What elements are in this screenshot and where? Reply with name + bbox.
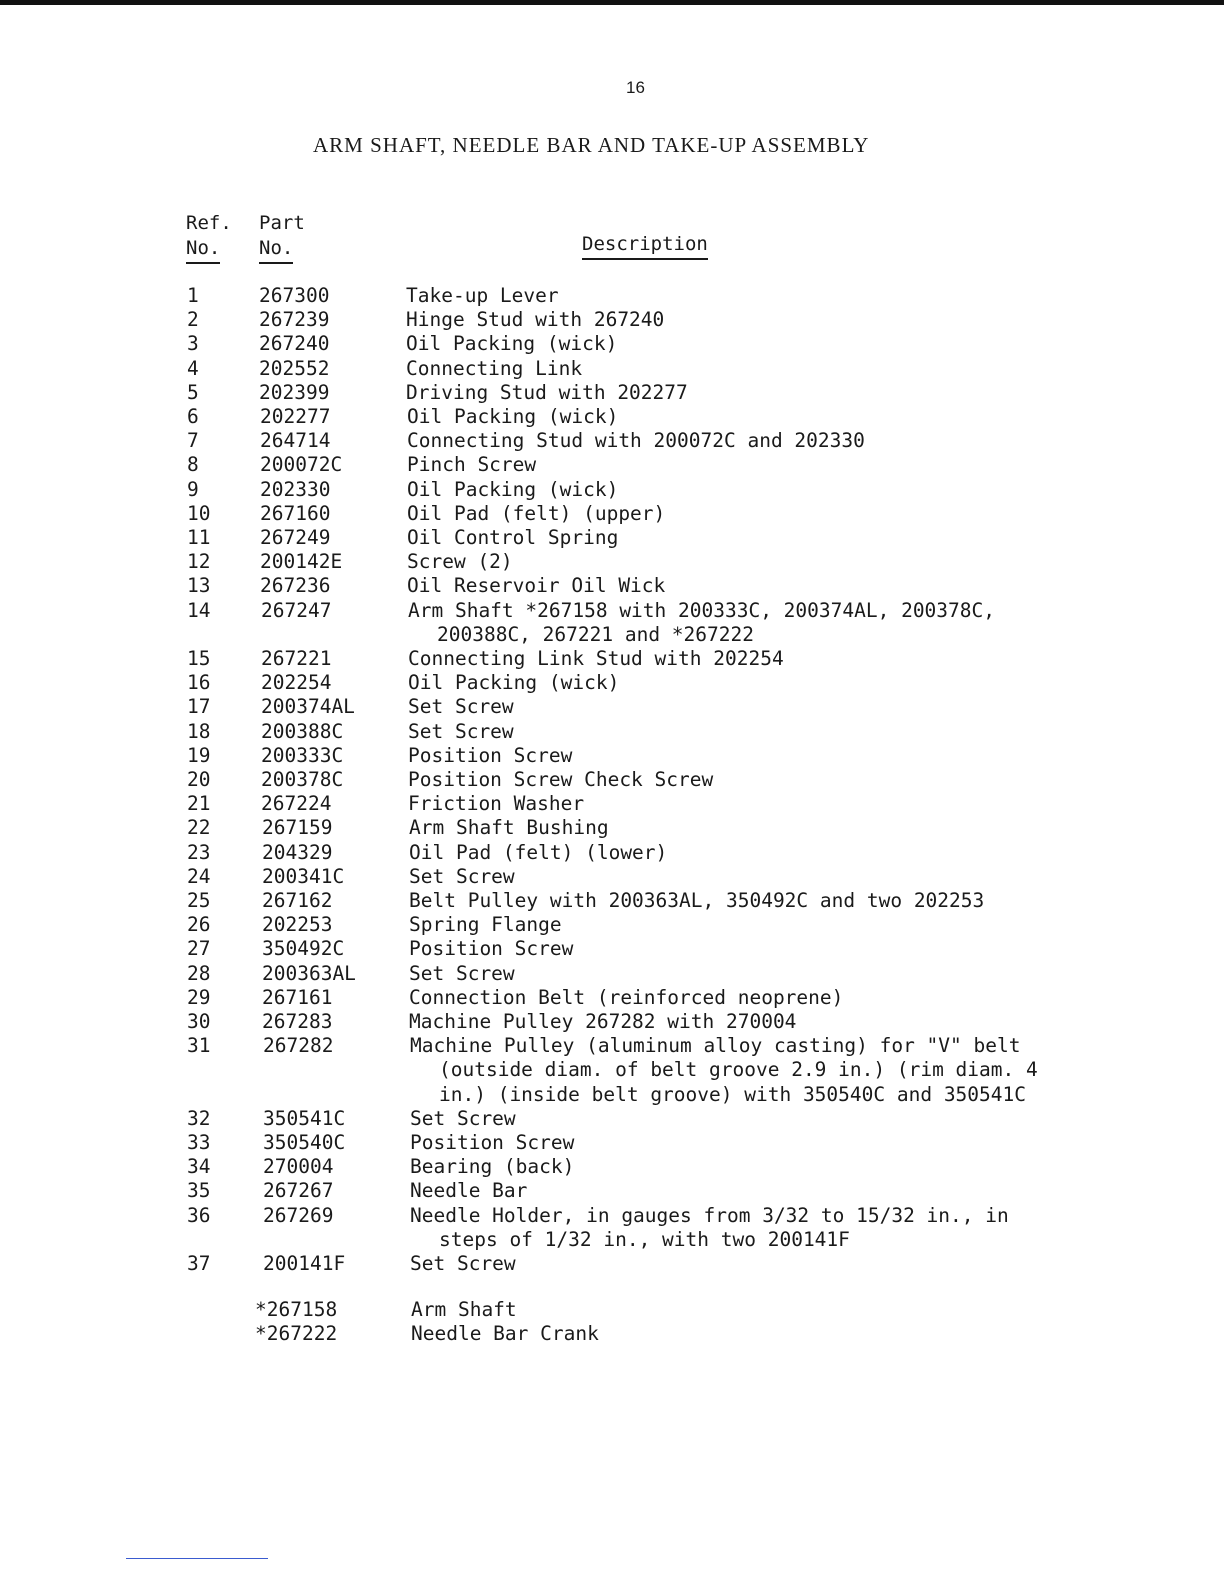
part-description: Machine Pulley (aluminum alloy casting) for "V" belt <box>410 1034 1021 1058</box>
part-number: 267300 <box>259 284 330 307</box>
ref-number: 31 <box>187 1034 211 1058</box>
part-description: Needle Holder, in gauges from 3/32 to 15/32 in., in <box>410 1203 1009 1227</box>
part-description: Driving Stud with 202277 <box>406 380 688 404</box>
header-ref-line2-text: No. <box>186 237 220 264</box>
header-part-line1: Part <box>259 212 305 234</box>
ref-number: 18 <box>187 719 211 743</box>
header-description-text: Description <box>582 233 708 260</box>
ref-number: 7 <box>187 429 199 453</box>
part-description: Set Screw <box>409 864 515 888</box>
header-part-line2 <box>259 237 293 264</box>
part-number: 200333C <box>261 743 344 767</box>
part-description: Position Screw <box>410 1131 575 1154</box>
part-number: 267247 <box>261 598 332 622</box>
part-description: Oil Control Spring <box>407 526 619 549</box>
part-number: 350540C <box>263 1131 346 1154</box>
ref-number: 19 <box>187 743 211 767</box>
ref-number: 20 <box>187 768 211 791</box>
part-number: 350541C <box>263 1106 346 1130</box>
part-description: Connection Belt (reinforced neoprene) <box>409 985 844 1009</box>
part-number: 204329 <box>262 840 333 864</box>
part-description: Friction Washer <box>408 792 585 816</box>
ref-number: 15 <box>187 647 211 670</box>
ref-number: 36 <box>187 1203 211 1227</box>
part-number: 267160 <box>260 501 331 525</box>
part-description: Bearing (back) <box>410 1155 575 1179</box>
ref-number: 3 <box>187 332 199 356</box>
part-description: Oil Reservoir Oil Wick <box>407 574 666 598</box>
part-description: Oil Packing (wick) <box>407 477 619 501</box>
part-number: 202330 <box>260 477 331 501</box>
part-number: 200341C <box>262 864 345 888</box>
part-description: Arm Shaft Bushing <box>409 816 609 840</box>
part-number: 200388C <box>261 719 344 743</box>
part-description: Arm Shaft *267158 with 200333C, 200374AL, 200378C, <box>408 598 995 622</box>
ref-number: 27 <box>187 937 211 961</box>
part-number: 267221 <box>261 647 332 670</box>
ref-number: 22 <box>187 816 211 840</box>
part-description: Belt Pulley with 200363AL, 350492C and two 202253 <box>409 889 985 912</box>
part-number: 202552 <box>259 356 330 380</box>
part-description: Set Screw <box>408 719 514 743</box>
part-description-continued: 200388C, 267221 and *267222 <box>437 622 754 646</box>
part-description: Set Screw <box>410 1252 516 1275</box>
part-description: Set Screw <box>408 695 514 719</box>
part-number: 202399 <box>259 380 330 404</box>
part-number: 200072C <box>260 453 343 477</box>
footnote-description: Needle Bar Crank <box>411 1322 599 1346</box>
ref-number: 25 <box>187 889 211 912</box>
part-number: 267283 <box>262 1010 333 1033</box>
ref-number: 23 <box>187 840 211 864</box>
part-description: Machine Pulley 267282 with 270004 <box>409 1010 797 1033</box>
part-number: 267162 <box>262 889 333 912</box>
part-number: 267249 <box>260 526 331 549</box>
part-description: Spring Flange <box>409 913 562 937</box>
footnote-part-number: *267222 <box>255 1322 338 1346</box>
ref-number: 8 <box>187 453 199 477</box>
footnote-part-number: *267158 <box>255 1298 338 1322</box>
part-number: 200142E <box>260 550 343 574</box>
ref-number: 29 <box>187 985 211 1009</box>
part-number: 200363AL <box>262 961 356 985</box>
part-description: Oil Pad (felt) (upper) <box>407 501 666 525</box>
ref-number: 24 <box>187 864 211 888</box>
part-description: Oil Packing (wick) <box>408 671 620 695</box>
part-number: 267161 <box>262 985 333 1009</box>
header-ref-line1: Ref. <box>186 212 232 234</box>
page-number: 16 <box>626 78 645 97</box>
header-ref-line2 <box>186 237 220 264</box>
part-number: 267240 <box>259 332 330 356</box>
part-description-continued: in.) (inside belt groove) with 350540C and 350541C <box>439 1082 1026 1106</box>
ref-number: 35 <box>187 1179 211 1203</box>
ref-number: 10 <box>187 501 211 525</box>
ref-number: 33 <box>187 1131 211 1154</box>
part-description: Position Screw Check Screw <box>408 768 714 791</box>
part-number: 202254 <box>261 671 332 695</box>
part-description: Position Screw <box>408 743 573 767</box>
part-number: 267267 <box>263 1179 334 1203</box>
ref-number: 26 <box>187 913 211 937</box>
ref-number: 14 <box>187 598 211 622</box>
ref-number: 4 <box>187 356 199 380</box>
ref-number: 28 <box>187 961 211 985</box>
ref-number: 9 <box>187 477 199 501</box>
footnote-description: Arm Shaft <box>411 1298 517 1322</box>
part-number: 200141F <box>263 1252 346 1275</box>
ref-number: 2 <box>187 308 199 332</box>
ref-number: 32 <box>187 1106 211 1130</box>
part-description: Connecting Link <box>406 356 583 380</box>
part-description: Needle Bar <box>410 1179 528 1203</box>
top-rule <box>0 0 1224 5</box>
ref-number: 34 <box>187 1155 211 1179</box>
ref-number: 30 <box>187 1010 211 1033</box>
part-description: Hinge Stud with 267240 <box>406 308 665 332</box>
part-number: 267159 <box>262 816 333 840</box>
bottom-divider <box>126 1558 268 1559</box>
part-number: 350492C <box>262 937 345 961</box>
part-number: 267269 <box>263 1203 334 1227</box>
ref-number: 5 <box>187 380 199 404</box>
ref-number: 16 <box>187 671 211 695</box>
part-number: 267224 <box>261 792 332 816</box>
part-number: 200374AL <box>261 695 355 719</box>
header-description <box>582 233 708 260</box>
part-description: Screw (2) <box>407 550 513 574</box>
part-description: Connecting Link Stud with 202254 <box>408 647 784 670</box>
header-part-line2-text: No. <box>259 237 293 264</box>
part-description: Oil Packing (wick) <box>407 405 619 428</box>
part-description: Set Screw <box>410 1106 516 1130</box>
part-number: 267239 <box>259 308 330 332</box>
ref-number: 6 <box>187 405 199 428</box>
part-description: Set Screw <box>409 961 515 985</box>
part-number: 264714 <box>260 429 331 453</box>
ref-number: 12 <box>187 550 211 574</box>
ref-number: 21 <box>187 792 211 816</box>
ref-number: 13 <box>187 574 211 598</box>
part-description: Connecting Stud with 200072C and 202330 <box>407 429 865 453</box>
part-description-continued: (outside diam. of belt groove 2.9 in.) (rim diam. 4 <box>439 1058 1038 1082</box>
page-title: ARM SHAFT, NEEDLE BAR AND TAKE-UP ASSEMBLY <box>313 133 870 157</box>
part-description: Pinch Screw <box>407 453 537 477</box>
part-number: 270004 <box>263 1155 334 1179</box>
part-number: 202277 <box>260 405 331 428</box>
part-description-continued: steps of 1/32 in., with two 200141F <box>439 1227 850 1251</box>
part-description: Position Screw <box>409 937 574 961</box>
part-description: Take-up Lever <box>406 284 559 307</box>
part-number: 200378C <box>261 768 344 791</box>
ref-number: 37 <box>187 1252 211 1275</box>
ref-number: 17 <box>187 695 211 719</box>
ref-number: 11 <box>187 526 211 549</box>
part-description: Oil Packing (wick) <box>406 332 618 356</box>
part-number: 267236 <box>260 574 331 598</box>
part-number: 267282 <box>263 1034 334 1058</box>
ref-number: 1 <box>187 284 199 307</box>
part-description: Oil Pad (felt) (lower) <box>409 840 668 864</box>
part-number: 202253 <box>262 913 333 937</box>
